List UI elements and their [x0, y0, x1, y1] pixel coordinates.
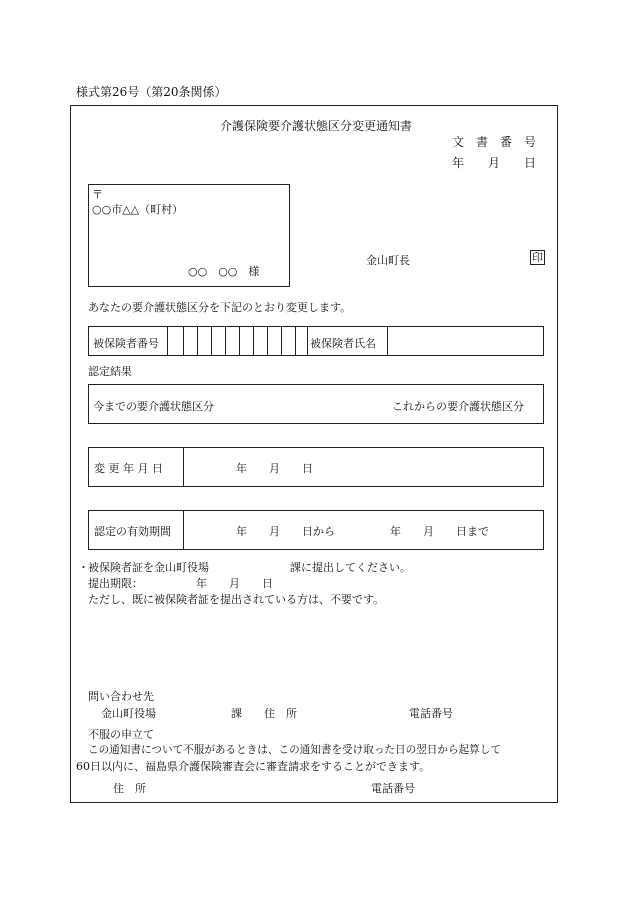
change-date-value: 年 月 日: [236, 462, 313, 475]
document-number-label: 文 書 番 号: [452, 135, 537, 149]
digit-cell-divider: [253, 327, 254, 355]
contact-section-address: 課 住 所: [231, 707, 297, 720]
table-divider: [183, 511, 184, 549]
digit-cell-divider: [295, 327, 296, 355]
appeal-text-line-1: この通知書について不服があるときは、この通知書を受け取った日の翌日から起算して: [88, 744, 501, 756]
certification-result-label: 認定結果: [88, 365, 132, 378]
submission-note: ただし、既に被保険者証を提出されている方は、不要です。: [88, 593, 385, 606]
recipient-name: ○○ ○○ 様: [188, 265, 260, 278]
validity-start-date: 年 月 日から: [236, 525, 335, 538]
change-date-label: 変 更 年 月 日: [94, 462, 163, 475]
contact-phone-label: 電話番号: [409, 707, 453, 720]
appeal-text-line-2: 60日以内に、福島県介護保険審査会に審査請求をすることができます。: [76, 760, 431, 773]
digit-cell-divider: [225, 327, 226, 355]
document-title: 介護保険要介護状態区分変更通知書: [220, 119, 413, 133]
digit-cell-divider: [183, 327, 184, 355]
digit-cell-divider: [239, 327, 240, 355]
validity-period-label: 認定の有効期間: [94, 525, 171, 538]
seal-mark: 印: [532, 251, 543, 264]
submission-instruction: 被保険者証を金山町役場: [88, 561, 209, 574]
intro-text: あなたの要介護状態区分を下記のとおり変更します。: [88, 301, 352, 314]
recipient-address: ○○市△△（町村）: [92, 203, 184, 216]
digit-cell-divider: [211, 327, 212, 355]
submission-instruction-suffix: 課に提出してください。: [290, 561, 411, 574]
digit-cell-divider: [197, 327, 198, 355]
appeal-heading: 不服の申立て: [88, 728, 154, 741]
previous-care-level-label: 今までの要介護状態区分: [93, 400, 214, 413]
postal-mark: 〒: [92, 188, 103, 201]
new-care-level-label: これからの要介護状態区分: [392, 400, 524, 413]
contact-office: 金山町役場: [101, 707, 156, 720]
table-divider: [387, 327, 388, 355]
issuer-name: 金山町長: [366, 254, 410, 267]
validity-end-date: 年 月 日まで: [390, 525, 489, 538]
contact-heading: 問い合わせ先: [88, 690, 154, 703]
appeal-address-label: 住 所: [113, 782, 146, 795]
digit-cell-divider: [281, 327, 282, 355]
insured-name-label: 被保険者氏名: [310, 337, 376, 350]
deadline-value: 年 月 日: [196, 577, 273, 590]
deadline-label: 提出期限：: [88, 577, 143, 590]
appeal-phone-label: 電話番号: [371, 782, 415, 795]
digit-cell-divider: [267, 327, 268, 355]
table-divider: [167, 327, 168, 355]
table-divider: [183, 448, 184, 486]
insured-number-label: 被保険者番号: [93, 337, 159, 350]
issue-date-label: 年 月 日: [452, 156, 537, 170]
submission-bullet: ・: [78, 561, 89, 574]
form-code: 様式第26号（第20条関係）: [76, 85, 227, 99]
table-divider: [307, 327, 308, 355]
